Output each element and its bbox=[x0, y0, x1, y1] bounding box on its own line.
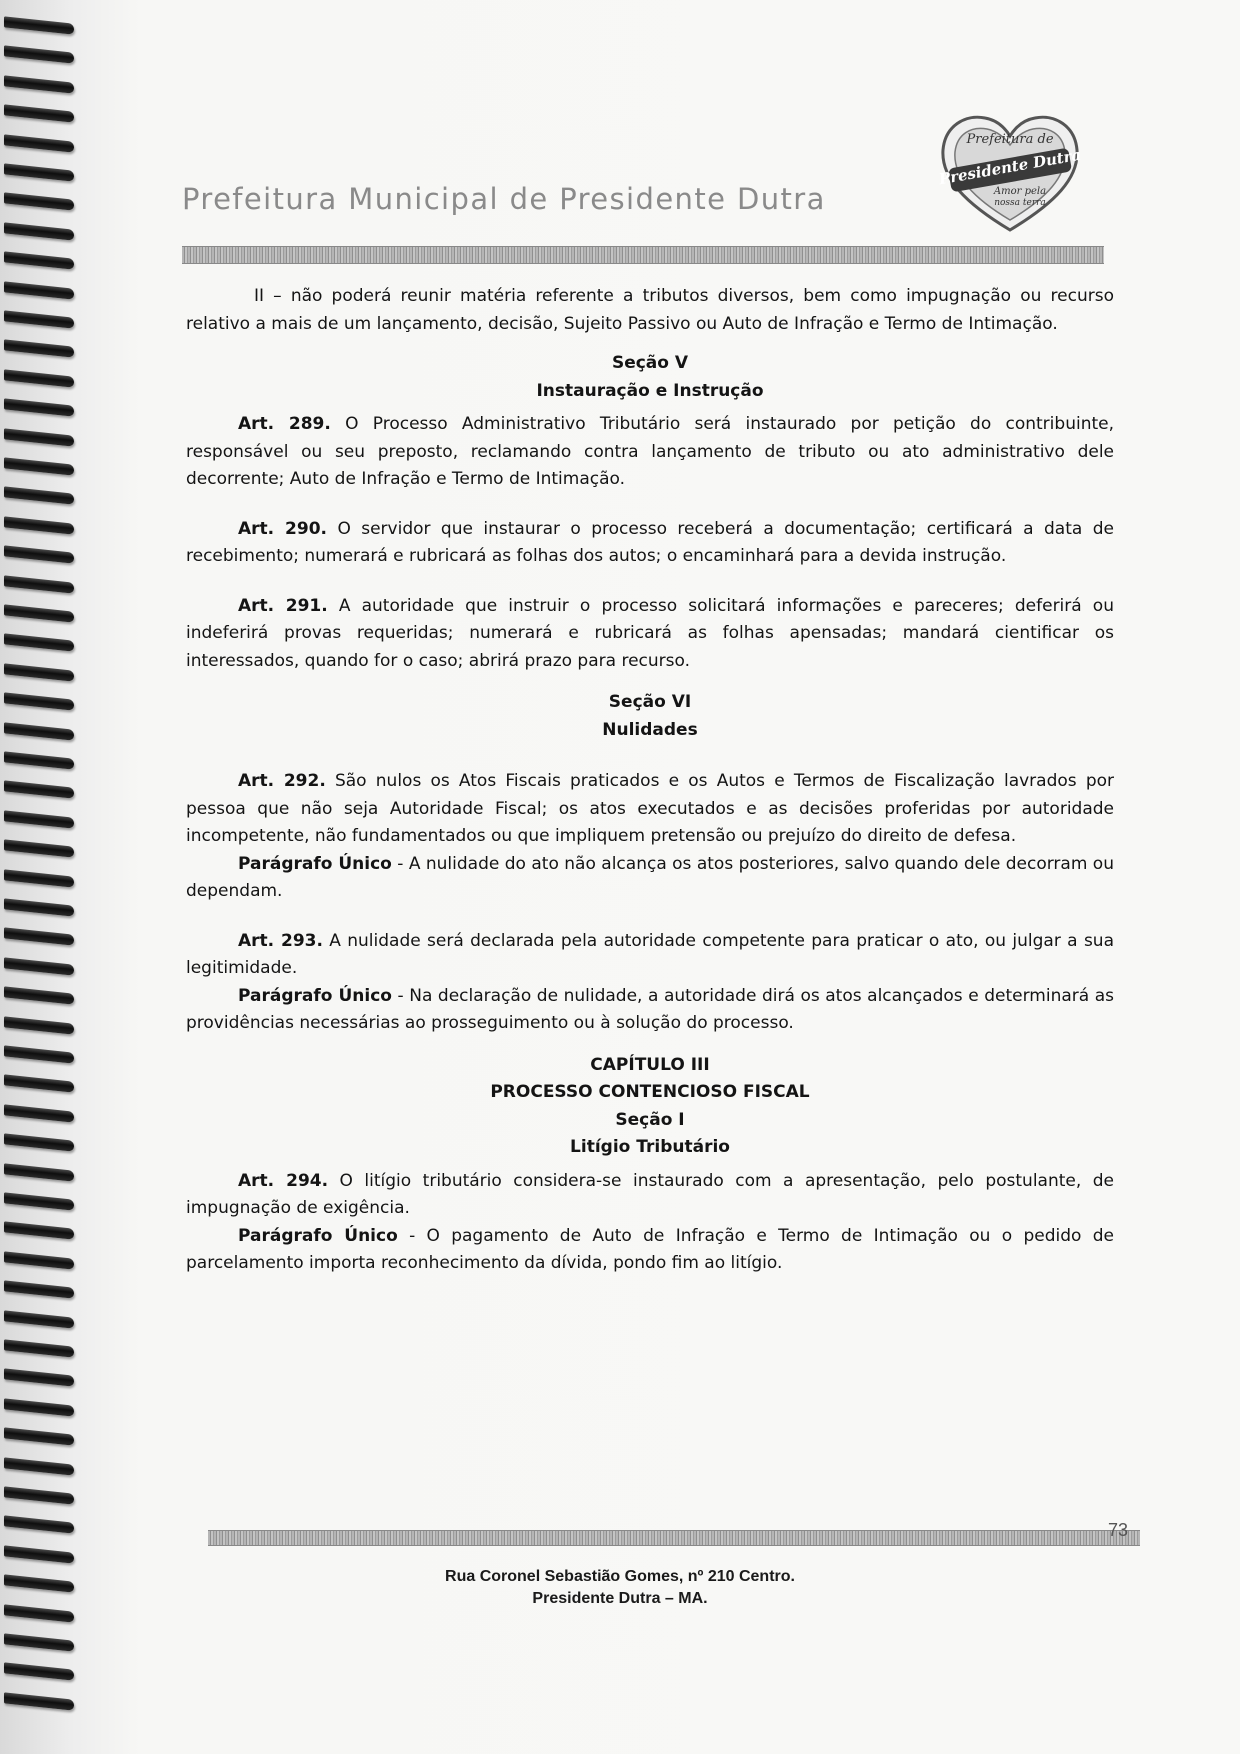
binding-ring bbox=[4, 1016, 74, 1034]
binding-ring bbox=[4, 252, 74, 270]
binding-ring bbox=[4, 105, 74, 123]
binding-ring bbox=[4, 957, 74, 975]
binding-ring bbox=[4, 340, 74, 358]
footer-city: Presidente Dutra – MA. bbox=[532, 1590, 708, 1607]
binding-ring bbox=[4, 869, 74, 887]
chapter-iii-subtitle: PROCESSO CONTENCIOSO FISCAL bbox=[490, 1082, 810, 1102]
binding-ring bbox=[4, 781, 74, 799]
binding-ring bbox=[4, 1516, 74, 1534]
binding-ring bbox=[4, 546, 74, 564]
art-291-paragraph bbox=[186, 593, 1114, 676]
art-292-text: São nulos os Atos Fiscais praticados e os Autos e Termos de Fiscalização lavrados por pessoa que não seja Autoridade Fiscal; os atos executados e as decisões proferidas por autoridade incompetente, não fundamentados ou que impliquem pretensão ou prejuízo do direito de defesa. bbox=[186, 771, 1114, 846]
art-293-number: Art. 293. bbox=[238, 930, 323, 951]
art-293-paragraph-label: Parágrafo Único bbox=[238, 985, 392, 1006]
binding-ring bbox=[4, 75, 74, 93]
art-292-paragraph bbox=[186, 768, 1114, 851]
binding-ring bbox=[4, 457, 74, 475]
art-293-paragraph bbox=[186, 928, 1114, 983]
binding-ring bbox=[4, 1104, 74, 1122]
art-289-number: Art. 289. bbox=[238, 414, 331, 434]
binding-ring bbox=[4, 898, 74, 916]
binding-ring bbox=[4, 1310, 74, 1328]
binding-ring bbox=[4, 1045, 74, 1063]
art-290-number: Art. 290. bbox=[238, 518, 328, 539]
binding-ring bbox=[4, 1692, 74, 1710]
binding-ring bbox=[4, 369, 74, 387]
art-289-paragraph bbox=[186, 411, 1114, 494]
header-divider-bar bbox=[182, 246, 1104, 264]
binding-ring bbox=[4, 987, 74, 1005]
document-body bbox=[186, 283, 1114, 1278]
binding-ring bbox=[4, 281, 74, 299]
binding-ring bbox=[4, 1075, 74, 1093]
section-i-title: Seção I bbox=[615, 1109, 685, 1130]
binding-ring bbox=[4, 134, 74, 152]
binding-ring bbox=[4, 1134, 74, 1152]
art-294-text: O litígio tributário considera-se instaurado com a apresentação, pelo postulante, de impugnação de exigência. bbox=[186, 1170, 1114, 1218]
binding-ring bbox=[4, 487, 74, 505]
binding-ring bbox=[4, 722, 74, 740]
art-294-number: Art. 294. bbox=[238, 1170, 329, 1191]
art-293-text: A nulidade será declarada pela autoridade competente para praticar o ato, ou julgar a sua legitimidade. bbox=[186, 930, 1114, 978]
binding-ring bbox=[4, 193, 74, 211]
binding-ring bbox=[4, 810, 74, 828]
art-292-paragraph-text: - A nulidade do ato não alcança os atos posteriores, salvo quando dele decorram ou dependam. bbox=[186, 853, 1114, 901]
spiral-binding bbox=[0, 20, 90, 1740]
art-294-paragraph bbox=[186, 1168, 1114, 1223]
logo-line-2: Presidente Dutra bbox=[937, 145, 1083, 189]
binding-ring bbox=[4, 516, 74, 534]
binding-ring bbox=[4, 693, 74, 711]
binding-ring bbox=[4, 310, 74, 328]
section-v-title: Seção V bbox=[611, 353, 689, 373]
art-294-sole-paragraph bbox=[186, 1223, 1114, 1278]
footer-divider-bar bbox=[208, 1530, 1140, 1546]
binding-ring bbox=[4, 16, 74, 34]
binding-ring bbox=[4, 1545, 74, 1563]
binding-ring bbox=[4, 1369, 74, 1387]
logo-line-3: Amor pela bbox=[993, 186, 1047, 197]
logo-line-1: Prefeitura de bbox=[966, 132, 1054, 147]
art-292-sole-paragraph bbox=[186, 851, 1114, 906]
art-292-number: Art. 292. bbox=[238, 771, 326, 791]
binding-ring bbox=[4, 222, 74, 240]
art-294-paragraph-label: Parágrafo Único bbox=[238, 1225, 398, 1246]
binding-ring bbox=[4, 1251, 74, 1269]
binding-ring bbox=[4, 1163, 74, 1181]
binding-ring bbox=[4, 1281, 74, 1299]
art-293-paragraph-text: - Na declaração de nulidade, a autoridade dirá os atos alcançados e determinará as providências necessárias ao prosseguimento ou à solução do processo. bbox=[186, 985, 1114, 1033]
item-ii-paragraph: II – não poderá reunir matéria referente a tributos diversos, bem como impugnação ou recurso relativo a mais de um lançamento, decisão, Sujeito Passivo ou Auto de Infração e Termo de Intimação. bbox=[186, 286, 1114, 334]
art-293-sole-paragraph bbox=[186, 983, 1114, 1038]
binding-ring bbox=[4, 46, 74, 64]
binding-ring bbox=[4, 1339, 74, 1357]
footer-address: Rua Coronel Sebastião Gomes, nº 210 Centro. bbox=[445, 1568, 795, 1585]
municipal-logo bbox=[935, 108, 1085, 238]
binding-ring bbox=[4, 663, 74, 681]
binding-ring bbox=[4, 1457, 74, 1475]
binding-ring bbox=[4, 751, 74, 769]
binding-ring bbox=[4, 575, 74, 593]
art-292-paragraph-label: Parágrafo Único bbox=[238, 853, 392, 874]
binding-ring bbox=[4, 928, 74, 946]
section-i-subtitle: Litígio Tributário bbox=[570, 1137, 730, 1157]
art-294-paragraph-text: - O pagamento de Auto de Infração e Termo de Intimação ou o pedido de parcelamento importa reconhecimento da dívida, pondo fim ao litígio. bbox=[186, 1225, 1114, 1273]
binding-ring bbox=[4, 1192, 74, 1210]
binding-ring bbox=[4, 604, 74, 622]
chapter-iii-title: CAPÍTULO III bbox=[590, 1054, 710, 1075]
binding-ring bbox=[4, 1663, 74, 1681]
binding-ring bbox=[4, 1633, 74, 1651]
art-291-text: A autoridade que instruir o processo solicitará informações e pareceres; deferirá ou indeferirá provas requeridas; numerará e rubricará as folhas apensadas; mandará cientificar os interessados, quando for o caso; abrirá prazo para recurso. bbox=[186, 595, 1114, 671]
art-290-paragraph bbox=[186, 516, 1114, 571]
page-footer bbox=[0, 1566, 1240, 1610]
section-vi-subtitle: Nulidades bbox=[602, 719, 698, 740]
binding-ring bbox=[4, 840, 74, 858]
logo-line-4: nossa terra bbox=[994, 198, 1046, 208]
binding-ring bbox=[4, 1222, 74, 1240]
binding-ring bbox=[4, 634, 74, 652]
section-vi-title: Seção VI bbox=[608, 692, 692, 712]
art-291-number: Art. 291. bbox=[238, 595, 328, 616]
art-290-text: O servidor que instaurar o processo receberá a documentação; certificará a data de recebimento; numerará e rubricará as folhas dos autos; o encaminhará para a devida instrução. bbox=[186, 518, 1114, 566]
art-289-text: O Processo Administrativo Tributário será instaurado por petição do contribuinte, responsável ou seu preposto, reclamando contra lançamento de tributo ou ato administrativo dele decorrente; Auto de Infração e Termo de Intimação. bbox=[186, 414, 1114, 489]
binding-ring bbox=[4, 428, 74, 446]
page-number: 73 bbox=[1107, 1520, 1128, 1540]
page-header-title: Prefeitura Municipal de Presidente Dutra bbox=[182, 182, 826, 216]
binding-ring bbox=[4, 1486, 74, 1504]
binding-ring bbox=[4, 1398, 74, 1416]
binding-ring bbox=[4, 399, 74, 417]
binding-ring bbox=[4, 1428, 74, 1446]
section-v-subtitle: Instauração e Instrução bbox=[536, 380, 764, 401]
binding-ring bbox=[4, 163, 74, 181]
